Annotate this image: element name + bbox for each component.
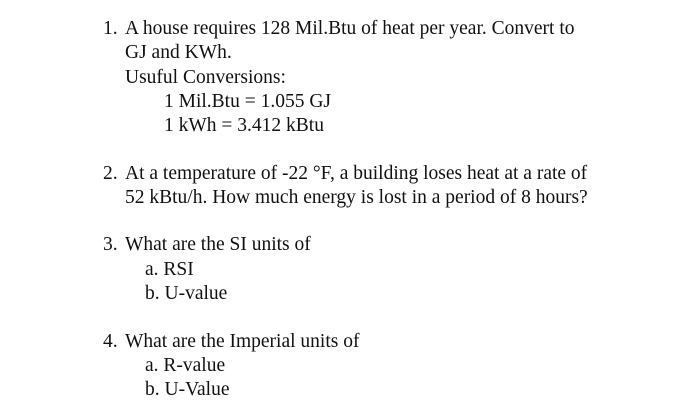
question-2-text-line-2: 52 kBtu/h. How much energy is lost in a period of 8 hours? (125, 187, 588, 208)
question-3-text: What are the SI units of (125, 234, 311, 255)
conversion-kwh-to-kbtu: 1 kWh = 3.412 kBtu (164, 115, 324, 136)
question-1-text-line-2: GJ and KWh. (125, 42, 232, 63)
question-4-item-b: b. U-Value (145, 379, 230, 400)
question-4-number: 4. (103, 331, 118, 352)
question-1-text-line-1: A house requires 128 Mil.Btu of heat per year. Convert to (125, 18, 575, 39)
question-3-item-b: b. U-value (145, 283, 228, 304)
question-3-number: 3. (103, 234, 118, 255)
conversions-heading: Usuful Conversions: (125, 67, 286, 88)
question-4-item-a: a. R-value (145, 355, 226, 376)
question-3-item-a: a. RSI (145, 259, 194, 280)
question-1-number: 1. (103, 18, 118, 39)
question-4-text: What are the Imperial units of (125, 331, 360, 352)
conversion-mil-btu-to-gj: 1 Mil.Btu = 1.055 GJ (164, 91, 332, 112)
question-2-number: 2. (103, 163, 118, 184)
question-2-text-line-1: At a temperature of -22 °F, a building loses heat at a rate of (125, 163, 588, 184)
